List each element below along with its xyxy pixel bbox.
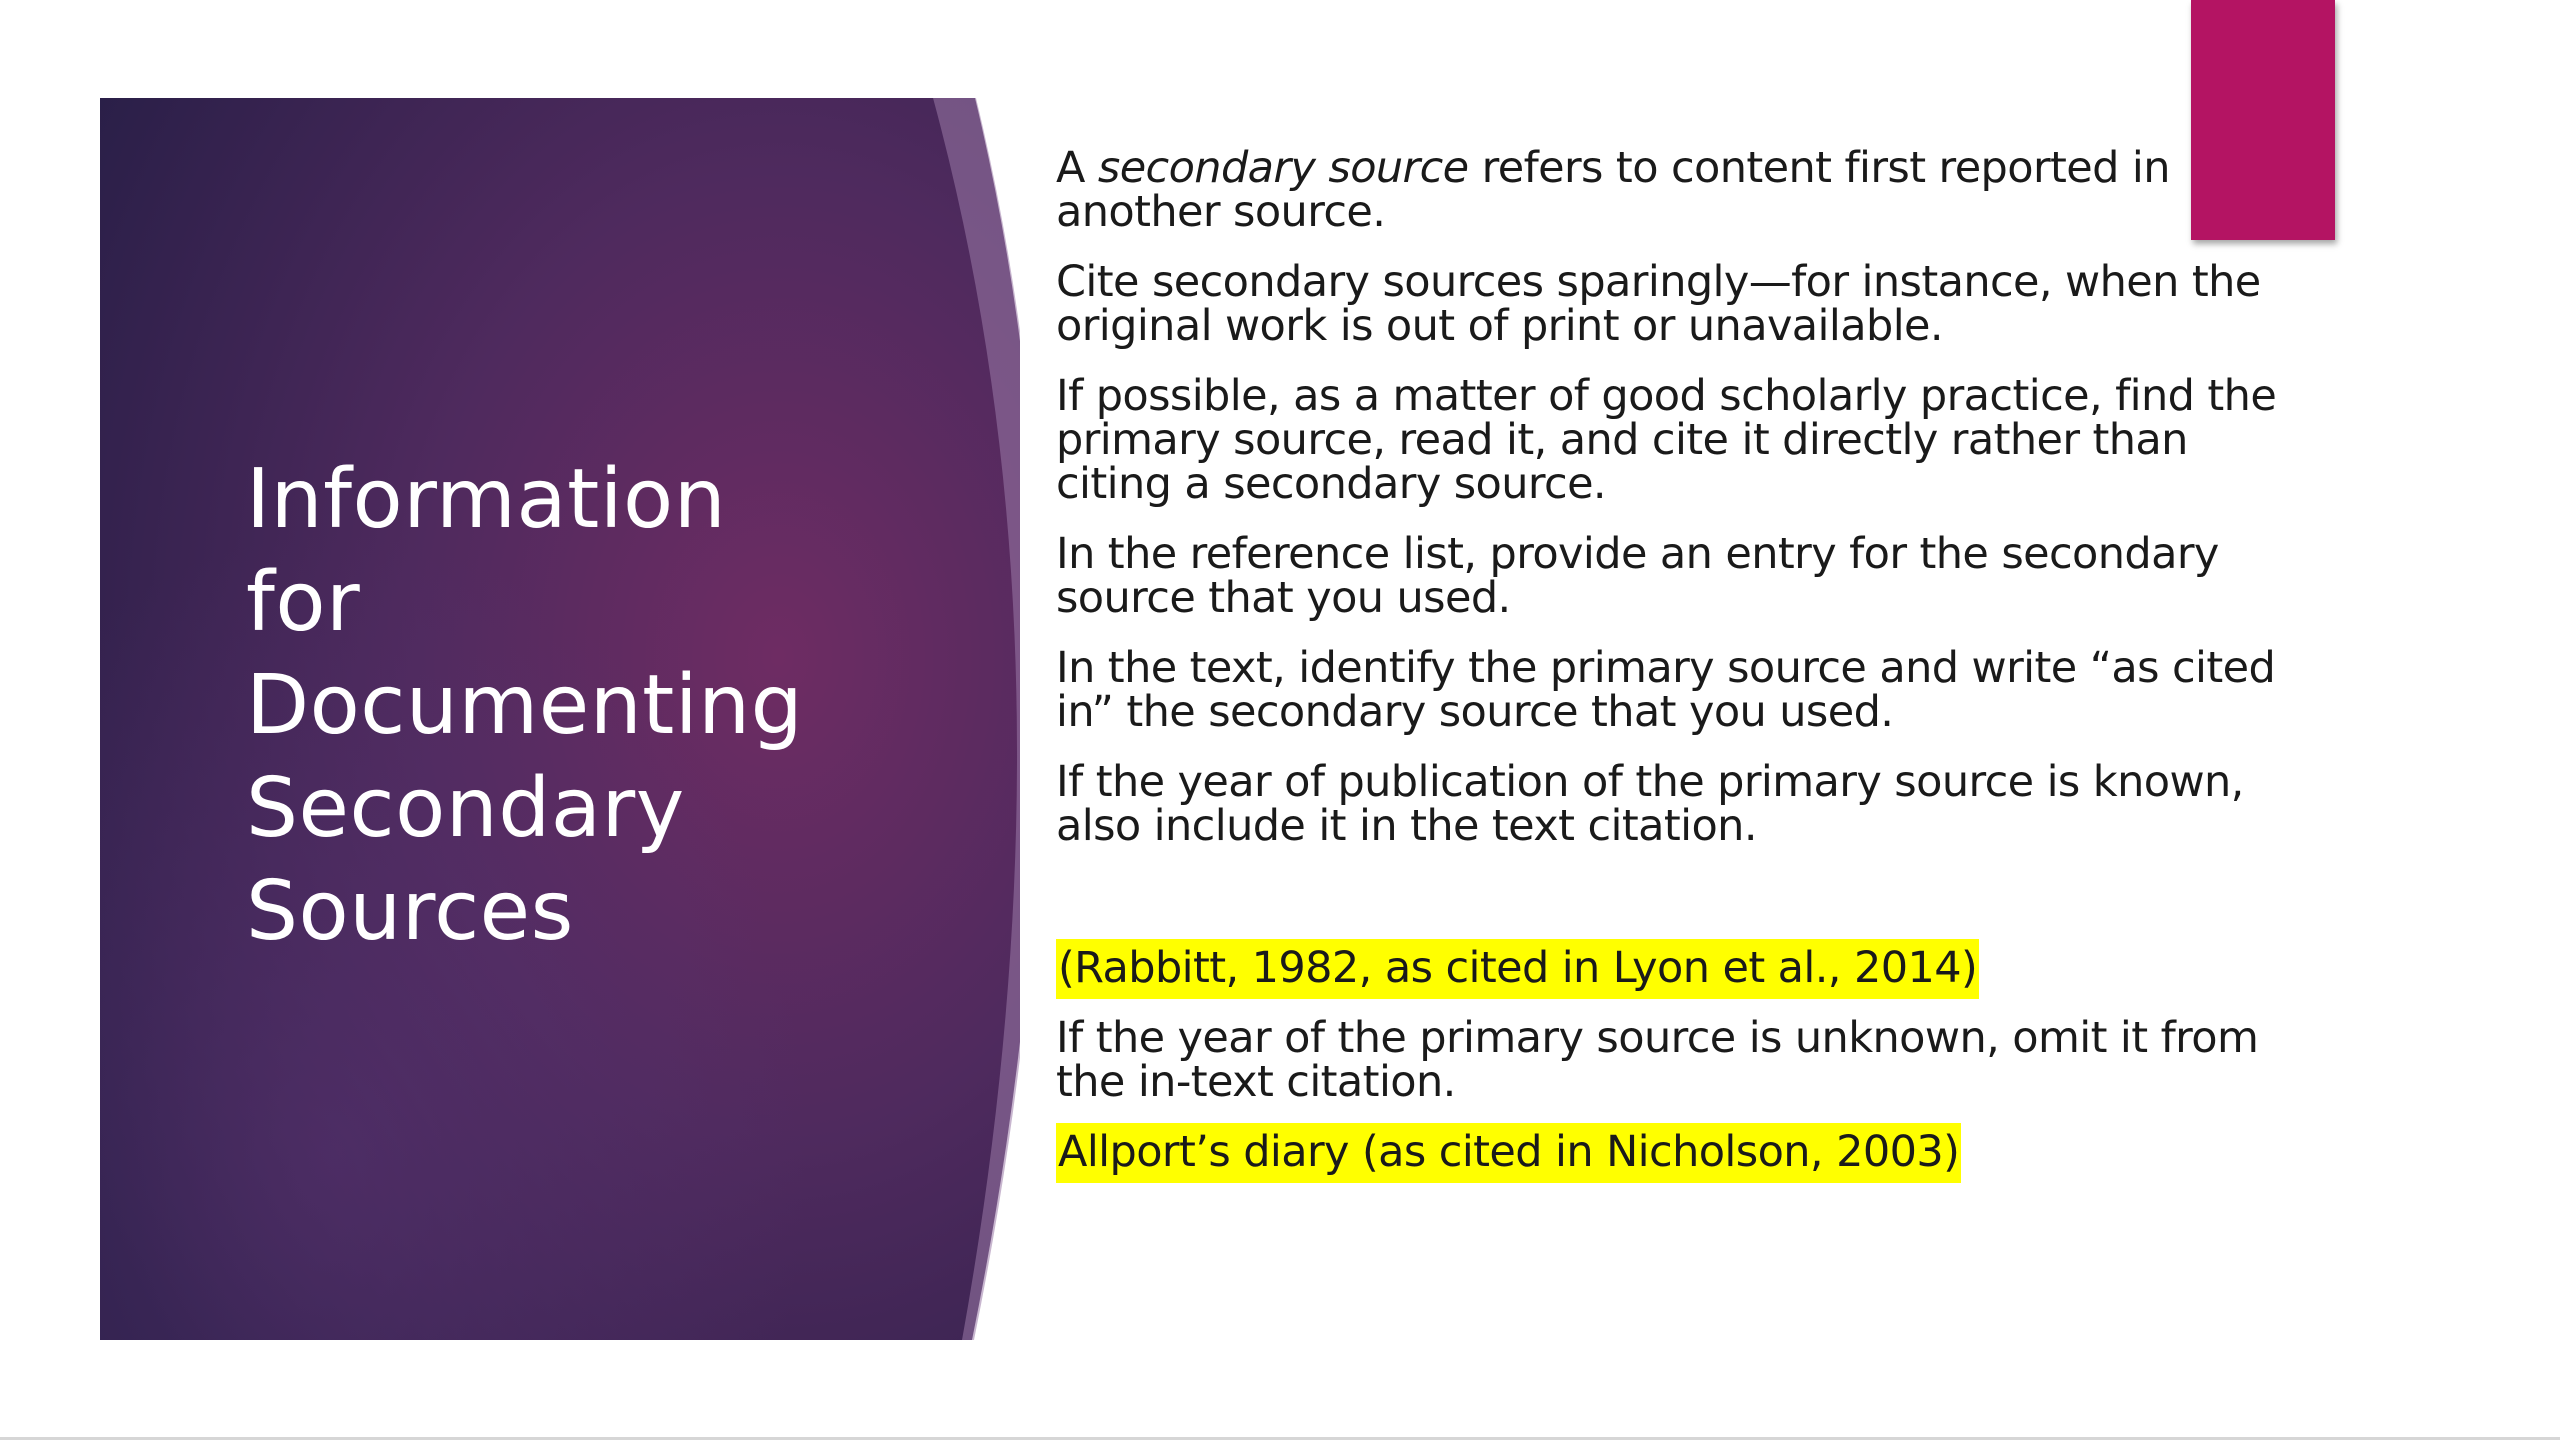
body-paragraph-1-rest: refers to content first reported in another source.: [1056, 143, 2170, 237]
citation-example-1-text: (Rabbitt, 1982, as cited in Lyon et al., 2014): [1056, 939, 1979, 999]
body-paragraph-1-emphasis: secondary source: [1097, 143, 1469, 193]
slide-title: Information for Documenting Secondary Sources: [246, 452, 804, 959]
body-paragraph-7: If the year of the primary source is unknown, omit it from the in-text citation.: [1056, 1013, 2259, 1107]
citation-example-1: [1056, 943, 2306, 993]
slide-body: [1056, 143, 2306, 1200]
body-paragraph-6: If the year of publication of the primary source is known, also include it in the text citation.: [1056, 757, 2244, 851]
body-paragraph-1: [1056, 143, 2306, 237]
citation-example-2: [1056, 1127, 2306, 1177]
citation-example-2-text: Allport’s diary (as cited in Nicholson, 2003): [1056, 1123, 1961, 1183]
title-panel: [100, 98, 1020, 1340]
body-paragraph-5: In the text, identify the primary source and write “as cited in” the secondary source that you used.: [1056, 643, 2276, 737]
body-paragraph-3: If possible, as a matter of good scholarly practice, find the primary source, read it, and cite it directly rather than citing a secondary source.: [1056, 371, 2277, 509]
body-paragraph-2: Cite secondary sources sparingly—for instance, when the original work is out of print or unavailable.: [1056, 257, 2261, 351]
body-paragraph-1-lead: A: [1056, 143, 1098, 193]
body-paragraph-4: In the reference list, provide an entry for the secondary source that you used.: [1056, 529, 2219, 623]
